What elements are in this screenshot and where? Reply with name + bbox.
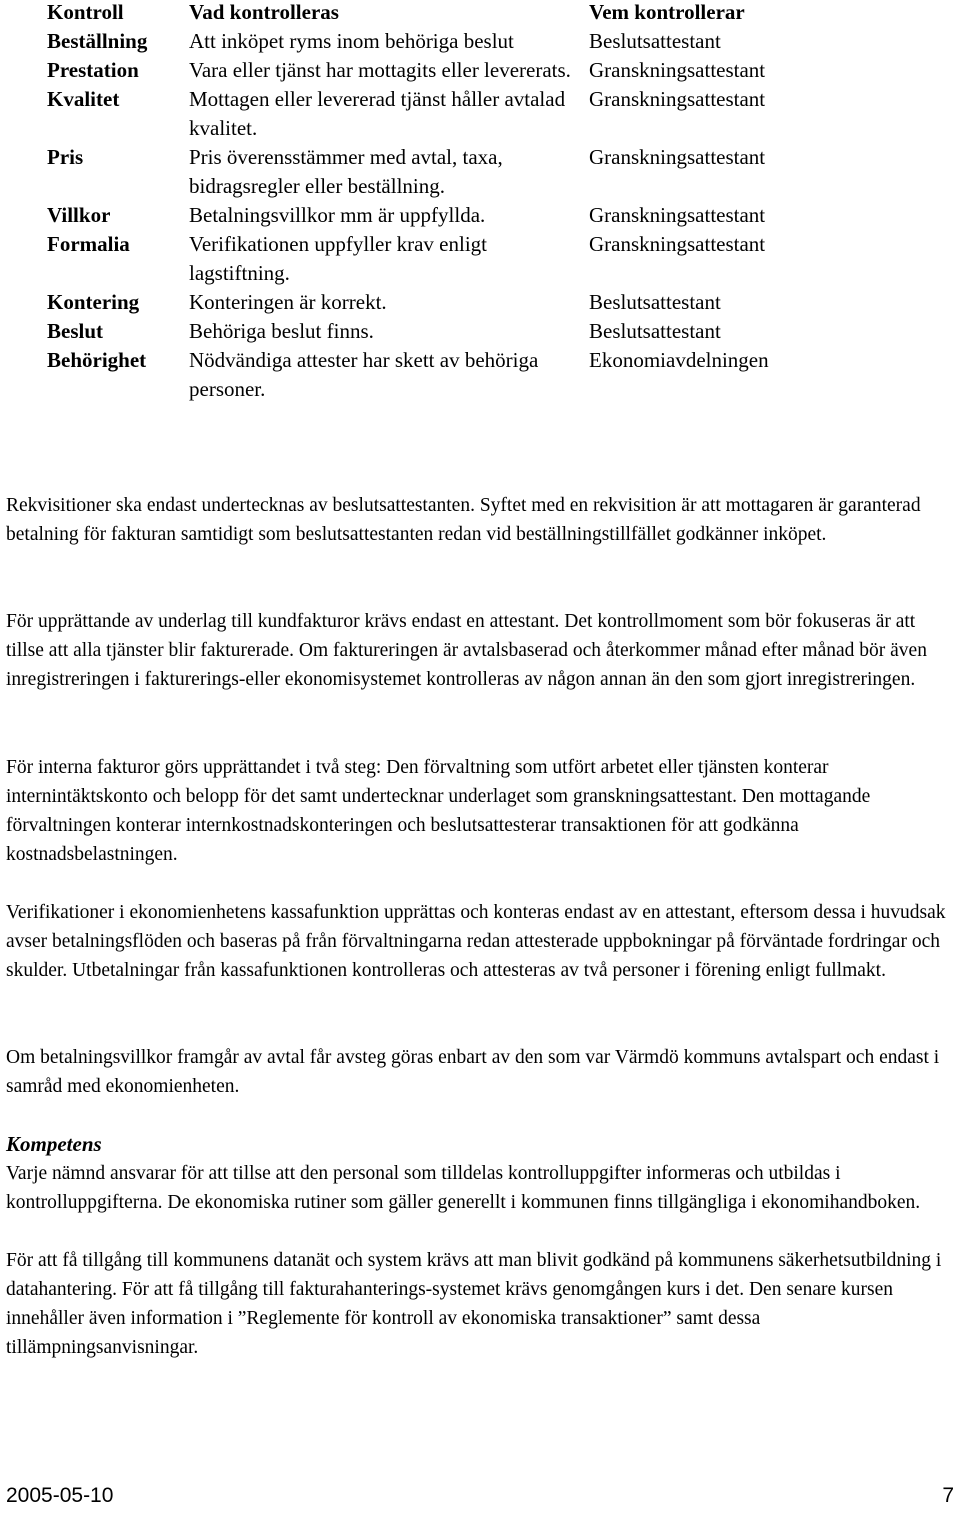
row-kontroll: Pris <box>47 145 84 169</box>
row-vem: Beslutsattestant <box>589 29 721 53</box>
control-table <box>47 0 829 404</box>
row-kontroll: Beställning <box>47 29 148 53</box>
row-kontroll: Kvalitet <box>47 87 120 111</box>
header-vad-kontrolleras: Vad kontrolleras <box>189 0 339 24</box>
row-kontroll: Kontering <box>47 290 140 314</box>
table-row <box>47 288 829 317</box>
table-row <box>47 230 829 288</box>
header-kontroll: Kontroll <box>47 0 124 24</box>
table-row <box>47 317 829 346</box>
table-header-row <box>47 0 829 27</box>
paragraph-rekvisitioner: Rekvisitioner ska endast undertecknas av beslutsattestanten. Syftet med en rekvisition är att mottagaren är garanterad betalning för fakturan samtidigt som beslutsattestanten redan vid beställningstillfället godkänner inköpet. <box>6 495 921 545</box>
row-kontroll: Behörighet <box>47 348 147 372</box>
paragraph-kundfakturor: För upprättande av underlag till kundfakturor krävs endast en attestant. Det kontrollmoment som bör fokuseras är att tillse att alla tjänster blir fakturerade. Om faktureringen är avtalsbaserad och återkommer månad efter månad bör även inregistreringen i fakturerings-eller ekonomisystemet kontrolleras av någon annan än den som gjort inregistreringen. <box>6 611 927 690</box>
table-row <box>47 85 829 143</box>
page-number: 7 <box>942 1484 954 1507</box>
paragraph-kompetens-1: Varje nämnd ansvarar för att tillse att den personal som tilldelas kontrolluppgifter informeras och utbildas i kontrolluppgifterna. De ekonomiska rutiner som gäller generellt i kommunen finns tillgängliga i ekonomihandboken. <box>6 1163 921 1213</box>
table-row <box>47 143 829 201</box>
table-row <box>47 27 829 56</box>
footer-date: 2005-05-10 <box>6 1484 114 1507</box>
row-vem: Granskningsattestant <box>589 87 766 111</box>
row-vad: Mottagen eller levererad tjänst håller avtalad kvalitet. <box>189 87 566 140</box>
row-kontroll: Formalia <box>47 232 130 256</box>
row-vem: Beslutsattestant <box>589 319 721 343</box>
row-vad: Pris överensstämmer med avtal, taxa, bidragsregler eller beställning. <box>189 145 503 198</box>
row-vad: Nödvändiga attester har skett av behöriga personer. <box>189 348 539 401</box>
section-heading-kompetens: Kompetens <box>6 1132 102 1156</box>
header-vem-kontrollerar: Vem kontrollerar <box>589 0 745 24</box>
paragraph-interna-fakturor: För interna fakturor görs upprättandet i två steg: Den förvaltning som utfört arbetet eller tjänsten konterar internintäktskonto och belopp för det samt undertecknar underlaget som granskningsattestant. Den mottagande förvaltningen konterar internkostnadskonteringen och beslutsattesterar transaktionen för att godkänna kostnadsbelastningen. <box>6 757 871 865</box>
table-row <box>47 201 829 230</box>
row-vem: Granskningsattestant <box>589 232 766 256</box>
table-row <box>47 346 829 404</box>
row-vad: Behöriga beslut finns. <box>189 319 374 343</box>
row-vem: Ekonomiavdelningen <box>589 348 769 372</box>
table-row <box>47 56 829 85</box>
row-vem: Granskningsattestant <box>589 58 766 82</box>
row-kontroll: Prestation <box>47 58 139 82</box>
row-vem: Granskningsattestant <box>589 145 766 169</box>
row-vem: Beslutsattestant <box>589 290 721 314</box>
row-vem: Granskningsattestant <box>589 203 766 227</box>
row-vad: Konteringen är korrekt. <box>189 290 387 314</box>
row-vad: Att inköpet ryms inom behöriga beslut <box>189 29 514 53</box>
row-vad: Vara eller tjänst har mottagits eller levererats. <box>189 58 571 82</box>
row-kontroll: Beslut <box>47 319 104 343</box>
paragraph-kompetens-2: För att få tillgång till kommunens datanät och system krävs att man blivit godkänd på kommunens säkerhetsutbildning i datahantering. För att få tillgång till fakturahanterings-systemet krävs genomgången kurs i det. Den senare kursen innehåller även information i ”Reglemente för kontroll av ekonomiska transaktioner” samt dessa tillämpningsanvisningar. <box>6 1250 942 1358</box>
paragraph-betalningsvillkor: Om betalningsvillkor framgår av avtal får avsteg göras enbart av den som var Värmdö kommuns avtalspart och endast i samråd med ekonomienheten. <box>6 1047 940 1097</box>
row-vad: Betalningsvillkor mm är uppfyllda. <box>189 203 486 227</box>
row-vad: Verifikationen uppfyller krav enligt lagstiftning. <box>189 232 487 285</box>
row-kontroll: Villkor <box>47 203 111 227</box>
paragraph-verifikationer: Verifikationer i ekonomienhetens kassafunktion upprättas och konteras endast av en attestant, eftersom dessa i huvudsak avser betalningsflöden och baseras på från förvaltningarna redan attesterade uppbokningar på förväntade fordringar och skulder. Utbetalningar från kassafunktionen kontrolleras och attesteras av två personer i förening enligt fullmakt. <box>6 902 946 981</box>
